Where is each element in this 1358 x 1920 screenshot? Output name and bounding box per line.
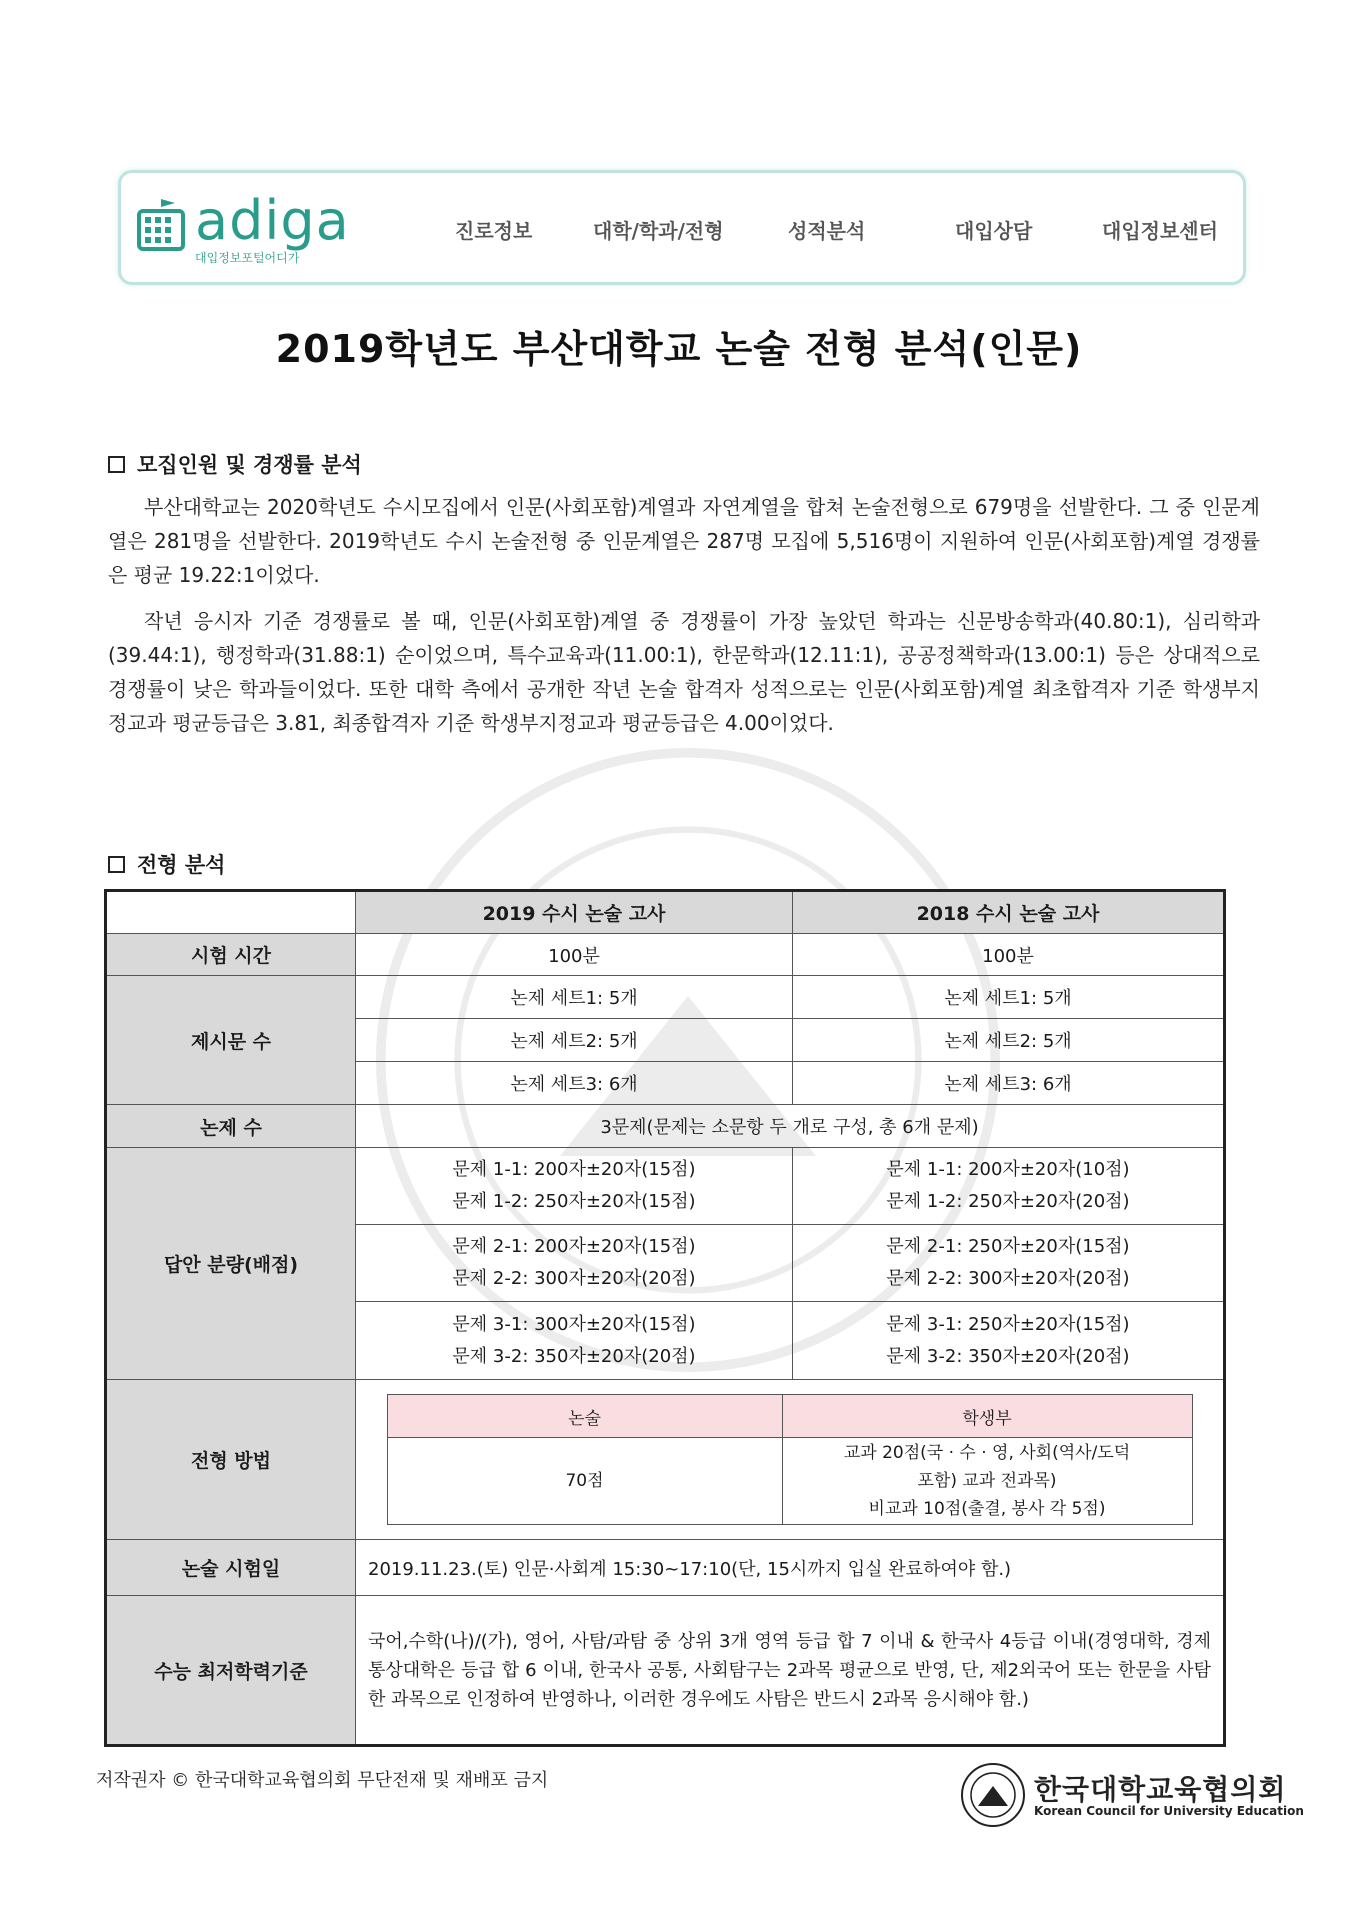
answer-line: 문제 2-1: 250자±20자(15점)	[886, 1236, 1130, 1257]
nav-info-center[interactable]: 대입정보센터	[1102, 219, 1218, 243]
answer-line: 문제 2-2: 300자±20자(20점)	[886, 1268, 1130, 1289]
passages-2018-set1: 논제 세트1: 5개	[793, 976, 1225, 1019]
csat-value: 국어,수학(나)/(가), 영어, 사탐/과탐 중 상위 3개 영역 등급 합 7 이내 & 한국사 4등급 이내(경영대학, 경제통상대학은 등급 합 6 이내, 한국사 공통, 사회탐구는 2과목 평균으로 반영, 단, 제2외국어 또는 한문을 사탐 한 과목으로 인정하여 반영하나, 이러한 경우에도 사탐은 반드시 2과목 응시해야 함.)	[356, 1596, 1225, 1746]
paragraph-competition: 작년 응시자 기준 경쟁률로 볼 때, 인문(사회포함)계열 중 경쟁률이 가장 높았던 학과는 신문방송학과(40.80:1), 심리학과(39.44:1), 행정학과(31.88:1) 순이었으며, 특수교육과(11.00:1), 한문학과(12.11:1), 공공정책학과(13.00:1) 등은 상대적으로 경쟁률이 낮은 학과들이었다. 또한 대학 측에서 공개한 작년 논술 합격자 성적으로는 인문(사회포함)계열 최초합격자 기준 학생부지정교과 평균등급은 3.81, 최종합격자 기준 학생부지정교과 평균등급은 4.00이었다.	[108, 609, 1260, 735]
answer-2018-q1	[793, 1148, 1225, 1225]
answer-line: 문제 3-2: 350자±20자(20점)	[452, 1345, 696, 1367]
passages-2018-set2: 논제 세트2: 5개	[793, 1019, 1225, 1062]
answer-2018-q3	[793, 1302, 1225, 1380]
answer-line: 문제 3-2: 350자±20자(20점)	[886, 1345, 1130, 1367]
method-header-essay: 논술	[387, 1395, 782, 1438]
nav-grade-analysis[interactable]: 성적분석	[788, 219, 866, 243]
passages-2019-set3: 논제 세트3: 6개	[356, 1062, 793, 1105]
section-heading-analysis	[108, 849, 225, 879]
answer-2019-q3	[356, 1302, 793, 1380]
kcue-seal-icon	[960, 1762, 1026, 1828]
row-label-answer: 답안 분량(배점)	[106, 1148, 356, 1380]
nav-career[interactable]: 진로정보	[455, 219, 533, 243]
record-line: 비교과 10점(출결, 봉사 각 5점)	[868, 1499, 1106, 1519]
answer-line: 문제 3-1: 250자±20자(15점)	[886, 1313, 1130, 1335]
page-title: 2019학년도 부산대학교 논술 전형 분석(인문)	[275, 327, 1083, 371]
col-header-2019: 2019 수시 논술 고사	[356, 891, 793, 934]
answer-line: 문제 1-1: 200자±20자(10점)	[886, 1159, 1130, 1180]
copyright-notice: 저작권자 © 한국대학교육협의회 무단전재 및 재배포 금지	[96, 1770, 549, 1791]
section-heading-text: 모집인원 및 경쟁률 분석	[137, 453, 362, 477]
exam-date-value: 2019.11.23.(토) 인문·사회계 15:30~17:10(단, 15시까지 입실 완료하여야 함.)	[356, 1540, 1225, 1596]
time-2018: 100분	[793, 934, 1225, 976]
analysis-table	[104, 889, 1226, 1747]
questions-value: 3문제(문제는 소문항 두 개로 구성, 총 6개 문제)	[356, 1105, 1225, 1148]
answer-line: 문제 1-2: 250자±20자(20점)	[886, 1191, 1130, 1212]
building-icon	[135, 197, 191, 259]
record-line: 교과 20점(국 · 수 · 영, 사회(역사/도덕	[843, 1443, 1131, 1463]
record-line: 포함) 교과 전과목)	[917, 1471, 1057, 1491]
answer-line: 문제 2-2: 300자±20자(20점)	[452, 1268, 696, 1289]
time-2019: 100분	[356, 934, 793, 976]
row-label-time: 시험 시간	[106, 934, 356, 976]
method-record-score	[782, 1438, 1192, 1525]
passages-2019-set1: 논제 세트1: 5개	[356, 976, 793, 1019]
method-cell	[356, 1380, 1225, 1540]
answer-line: 문제 1-1: 200자±20자(15점)	[452, 1159, 696, 1180]
kcue-logo	[960, 1762, 1304, 1832]
row-label-method: 전형 방법	[106, 1380, 356, 1540]
table-corner	[106, 891, 356, 934]
checkbox-icon	[108, 456, 125, 473]
row-label-passages: 제시문 수	[106, 976, 356, 1105]
section-heading-text: 전형 분석	[137, 853, 226, 877]
answer-2018-q2	[793, 1225, 1225, 1302]
answer-line: 문제 2-1: 200자±20자(15점)	[452, 1236, 696, 1257]
answer-line: 문제 1-2: 250자±20자(15점)	[452, 1191, 696, 1212]
answer-2019-q2	[356, 1225, 793, 1302]
passages-2019-set2: 논제 세트2: 5개	[356, 1019, 793, 1062]
method-essay-score: 70점	[387, 1438, 782, 1525]
logo-text: adiga	[195, 189, 350, 252]
logo-subtitle: 대입정보포털어디가	[195, 251, 300, 265]
adiga-logo[interactable]	[135, 191, 465, 271]
nav-counsel[interactable]: 대입상담	[955, 219, 1033, 243]
org-name-english: Korean Council for University Education	[1034, 1804, 1304, 1818]
row-label-csat: 수능 최저학력기준	[106, 1596, 356, 1746]
org-name-korean: 한국대학교육협의회	[1034, 1773, 1287, 1806]
method-inner-table	[387, 1394, 1193, 1525]
checkbox-icon	[108, 856, 125, 873]
row-label-questions: 논제 수	[106, 1105, 356, 1148]
passages-2018-set3: 논제 세트3: 6개	[793, 1062, 1225, 1105]
nav-university[interactable]: 대학/학과/전형	[593, 219, 724, 243]
method-header-record: 학생부	[782, 1395, 1192, 1438]
row-label-exam-date: 논술 시험일	[106, 1540, 356, 1596]
paragraph-recruitment: 부산대학교는 2020학년도 수시모집에서 인문(사회포함)계열과 자연계열을 합쳐 논술전형으로 679명을 선발한다. 그 중 인문계열은 281명을 선발한다. 2019학년도 수시 논술전형 중 인문계열은 287명 모집에 5,516명이 지원하여 인문(사회포함)계열 경쟁률은 평균 19.22:1이었다.	[108, 495, 1260, 587]
answer-2019-q1	[356, 1148, 793, 1225]
header-banner	[118, 170, 1246, 285]
section-heading-recruitment	[108, 449, 362, 479]
answer-line: 문제 3-1: 300자±20자(15점)	[452, 1313, 696, 1335]
col-header-2018: 2018 수시 논술 고사	[793, 891, 1225, 934]
